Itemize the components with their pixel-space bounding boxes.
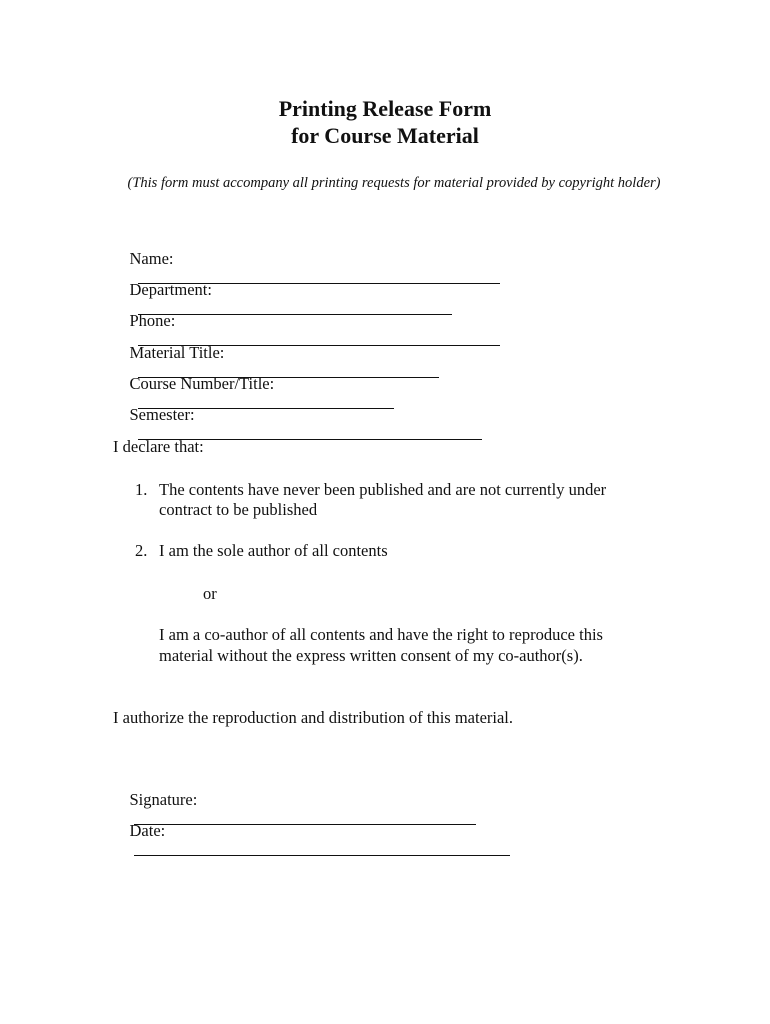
item-1-line-2: contract to be published xyxy=(159,500,318,519)
department-label: Department: xyxy=(129,280,212,299)
date-blank[interactable] xyxy=(134,841,510,856)
phone-label: Phone: xyxy=(129,311,176,330)
coauthor-line-2: material without the express written consent of my co-author(s). xyxy=(159,646,583,665)
name-label: Name: xyxy=(129,249,174,268)
form-instruction-note: (This form must accompany all printing requests for material provided by copyright holder) xyxy=(127,175,661,191)
or-text: or xyxy=(203,584,217,603)
item-number-1: 1. xyxy=(135,480,148,499)
date-label: Date: xyxy=(129,821,166,840)
declare-intro: I declare that: xyxy=(113,437,204,456)
form-title-line-2: for Course Material xyxy=(291,123,479,148)
coauthor-line-1: I am a co-author of all contents and have the right to reproduce this xyxy=(159,625,603,644)
item-1-line-1: The contents have never been published and are not currently under xyxy=(159,480,607,499)
form-title-line-1: Printing Release Form xyxy=(278,96,492,121)
item-2-line-1: I am the sole author of all contents xyxy=(159,541,388,560)
material-title-label: Material Title: xyxy=(129,343,225,362)
course-number-title-label: Course Number/Title: xyxy=(129,374,275,393)
date-field[interactable] xyxy=(113,801,510,881)
signature-label: Signature: xyxy=(129,790,198,809)
semester-label: Semester: xyxy=(129,405,195,424)
authorize-statement: I authorize the reproduction and distribution of this material. xyxy=(113,708,514,727)
item-number-2: 2. xyxy=(135,541,148,560)
